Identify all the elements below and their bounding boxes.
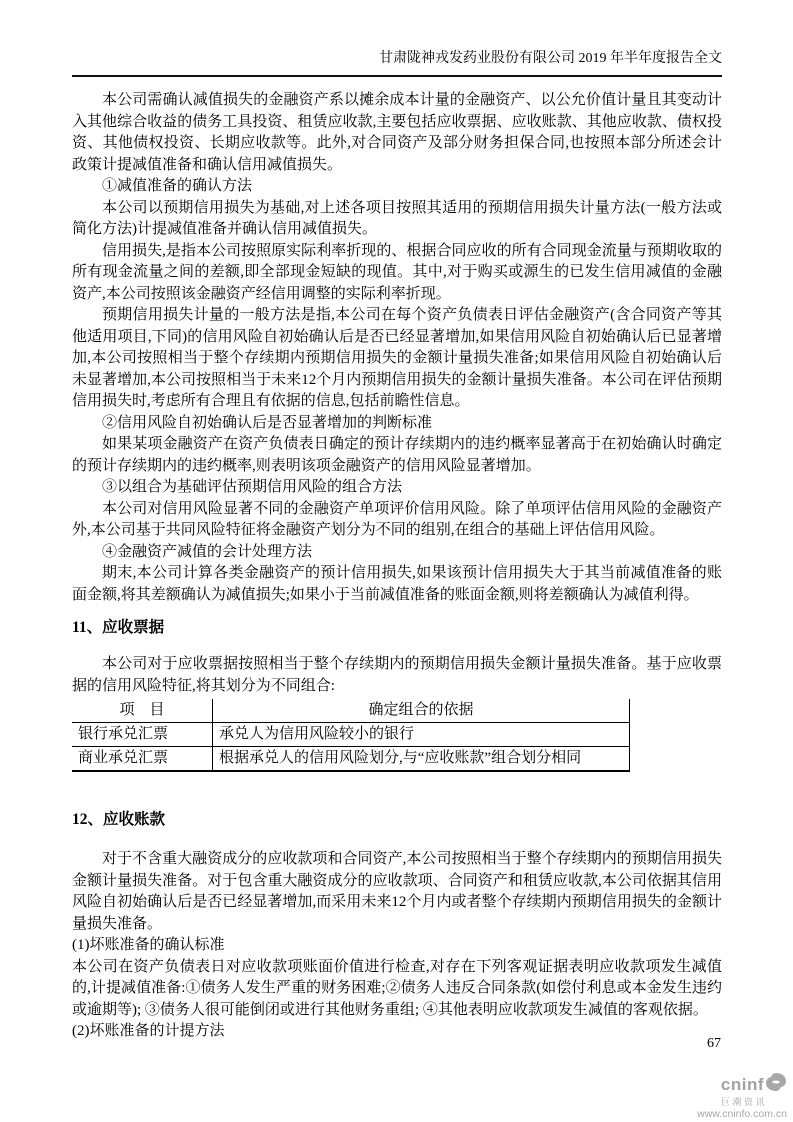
paragraph: ③以组合为基础评估预期信用风险的组合方法 (102, 479, 403, 495)
paragraph: (1)坏账准备的确认标准 (72, 937, 225, 953)
paragraph: 预期信用损失计量的一般方法是指,本公司在每个资产负债表日评估金融资产(含合同资产等其他适用项目,下同)的信用风险自初始确认后是否已经显著增加,如果信用风险自初始确认后已显著增加,本公司按照相当于整个存续期内预期信用损失的金额计量损失准备;如果信用风险自初始确认后未显著增加,本公司按照相当于未来12个月内预期信用损失的金额计量损失准备。本公司在评估预期信用损失时,考虑所有合理且有依据的信息,包括前瞻性信息。 (72, 307, 722, 409)
report-header-title: 甘肃陇神戎发药业股份有限公司 2019 年半年度报告全文 (72, 50, 722, 77)
section-heading-receivable-notes: 11、应收票据 (72, 619, 165, 636)
cninfo-logo (697, 1072, 787, 1120)
document-body (72, 90, 722, 1043)
paragraph: ①减值准备的确认方法 (102, 178, 253, 194)
logo-brand-text: cninf (720, 1074, 764, 1094)
table-row (72, 723, 630, 747)
table-header-row (72, 699, 630, 723)
table-row (72, 747, 630, 772)
paragraph: 本公司需确认减值损失的金融资产系以摊余成本计量的金融资产、以公允价值计量且其变动计入其他综合收益的债务工具投资、租赁应收款,主要包括应收票据、应收账款、其他应收款、债权投资、其他债权投资、长期应收款等。此外,对合同资产及部分财务担保合同,也按照本部分所述会计政策计提减值准备和确认信用减值损失。 (72, 92, 722, 173)
paragraph: 本公司在资产负债表日对应收款项账面价值进行检查,对存在下列客观证据表明应收款项发生减值的,计提减值准备:①债务人发生严重的财务困难;②债务人违反合同条款(如偿付利息或本金发生违约或逾期等); ③债务人很可能倒闭或进行其他财务重组; ④其他表明应收款项发生减值的客观依据。 (72, 958, 722, 1018)
paragraph: 本公司以预期信用损失为基础,对上述各项目按照其适用的预期信用损失计量方法(一般方法或简化方法)计提减值准备并确认信用减值损失。 (72, 199, 722, 237)
paragraph: 本公司对于应收票据按照相当于整个存续期内的预期信用损失金额计量损失准备。基于应收票据的信用风险特征,将其划分为不同组合: (72, 656, 722, 694)
paragraph: 期末,本公司计算各类金融资产的预计信用损失,如果该预计信用损失大于其当前减值准备的账面金额,将其差额确认为减值损失;如果小于当前减值准备的账面金额,则将差额确认为减值利得。 (72, 565, 722, 603)
page-number: 67 (707, 1036, 721, 1051)
table-cell-basis: 根据承兑人的信用风险划分,与“应收账款”组合划分相同 (213, 747, 630, 772)
paragraph: 如果某项金融资产在资产负债表日确定的预计存续期内的违约概率显著高于在初始确认时确定的预计存续期内的违约概率,则表明该项金融资产的信用风险显著增加。 (72, 436, 722, 474)
logo-chinese-name: 巨潮资讯 (720, 1097, 767, 1107)
paragraph: ②信用风险自初始确认后是否显著增加的判断标准 (102, 414, 433, 431)
table-cell-item: 银行承兑汇票 (72, 723, 213, 747)
cninfo-swirl-icon (765, 1072, 787, 1097)
paragraph: (2)坏账准备的计提方法 (72, 1023, 225, 1039)
table-cell-basis: 承兑人为信用风险较小的银行 (213, 723, 630, 747)
section-heading-accounts-receivable: 12、应收账款 (72, 811, 166, 828)
paragraph: 本公司对信用风险显著不同的金融资产单项评价信用风险。除了单项评估信用风险的金融资产外,本公司基于共同风险特征将金融资产划分为不同的组别,在组合的基础上评估信用风险。 (72, 500, 722, 538)
logo-url: www.cninfo.com.cn (697, 1108, 787, 1120)
paragraph: ④金融资产减值的会计处理方法 (102, 543, 313, 560)
paragraph: 对于不含重大融资成分的应收款项和合同资产,本公司按照相当于整个存续期内的预期信用损失金额计量损失准备。对于包含重大融资成分的应收款项、合同资产和租赁应收款,本公司依据其信用风险自初始确认后是否已经显著增加,而采用未来12个月内或者整个存续期内预期信用损失的金额计量损失准备。 (72, 851, 722, 932)
paragraph: 信用损失,是指本公司按照原实际利率折现的、根据合同应收的所有合同现金流量与预期收取的所有现金流量之间的差额,即全部现金短缺的现值。其中,对于购买或源生的已发生信用减值的金融资产,本公司按照该金融资产经信用调整的实际利率折现。 (72, 242, 722, 302)
table-cell-item: 商业承兑汇票 (72, 747, 213, 772)
table-col-header-item: 项 目 (72, 699, 213, 723)
credit-risk-grouping-table (72, 699, 630, 772)
table-col-header-basis: 确定组合的依据 (213, 699, 630, 723)
